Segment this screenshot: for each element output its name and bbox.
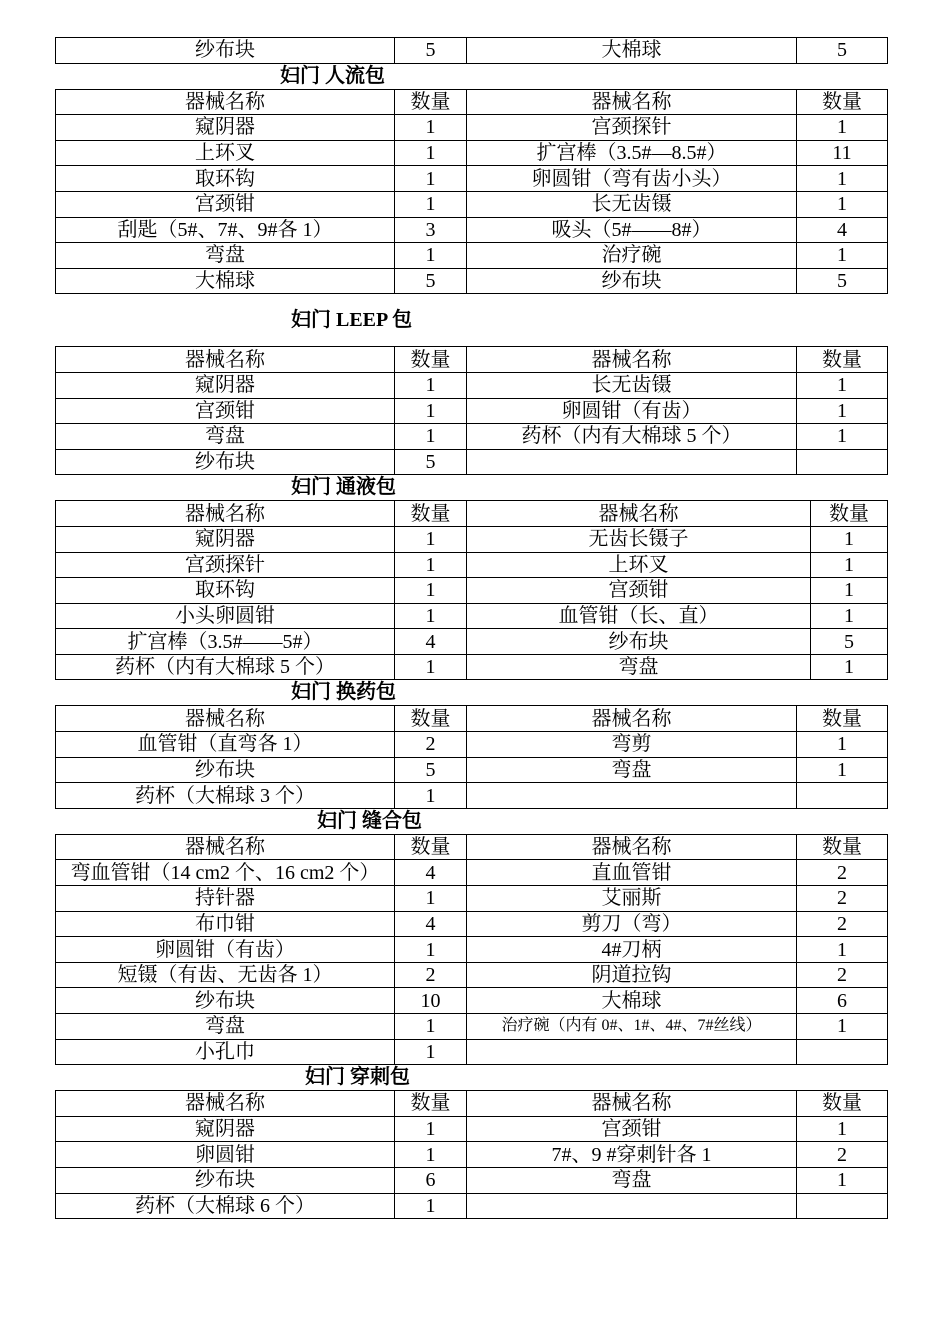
item-name: 持针器: [56, 886, 395, 912]
table-row: [56, 268, 888, 294]
instrument-list-document: [55, 37, 887, 1219]
item-name: 宫颈钳: [56, 191, 395, 217]
item-name: 阴道拉钩: [467, 962, 797, 988]
table-header-row: [56, 1091, 888, 1117]
table-row: [56, 1116, 888, 1142]
item-qty: 5: [797, 38, 888, 64]
item-name: 卵圆钳（弯有齿小头）: [467, 166, 797, 192]
item-qty: 1: [797, 115, 888, 141]
table-row: [56, 1014, 888, 1040]
table-header-row: [56, 706, 888, 732]
item-name: 大棉球: [467, 988, 797, 1014]
item-qty: 1: [797, 757, 888, 783]
item-qty: 11: [797, 140, 888, 166]
item-qty: 4: [797, 217, 888, 243]
item-qty: 1: [797, 1116, 888, 1142]
table-row: [56, 911, 888, 937]
col-header-name: 器械名称: [56, 347, 395, 373]
item-name: 弯盘: [56, 243, 395, 269]
item-name: 药杯（内有大棉球 5 个）: [467, 424, 797, 450]
item-name: 弯盘: [467, 654, 811, 680]
item-name: 直血管钳: [467, 860, 797, 886]
col-header-name: 器械名称: [467, 1091, 797, 1117]
table-row: [56, 243, 888, 269]
item-name: 纱布块: [467, 629, 811, 655]
item-name: 取环钩: [56, 578, 395, 604]
col-header-qty: 数量: [797, 1091, 888, 1117]
item-qty: 4: [395, 860, 467, 886]
item-name: 吸头（5#——8#）: [467, 217, 797, 243]
table-row: [56, 578, 888, 604]
table-row: [56, 757, 888, 783]
item-name: 窥阴器: [56, 1116, 395, 1142]
item-qty: 1: [797, 243, 888, 269]
col-header-name: 器械名称: [467, 834, 797, 860]
col-header-name: 器械名称: [56, 501, 395, 527]
item-name: [467, 449, 797, 475]
item-qty: 1: [395, 1116, 467, 1142]
table-row: [56, 886, 888, 912]
item-qty: 2: [797, 962, 888, 988]
item-qty: 2: [797, 1142, 888, 1168]
col-header-name: 器械名称: [56, 834, 395, 860]
item-qty: 1: [395, 552, 467, 578]
item-qty: 1: [395, 783, 467, 809]
item-name: [467, 1039, 797, 1065]
table-row: [56, 552, 888, 578]
col-header-qty: 数量: [395, 501, 467, 527]
item-name: 布巾钳: [56, 911, 395, 937]
item-qty: 2: [797, 911, 888, 937]
table-row: [56, 732, 888, 758]
table-row: [56, 424, 888, 450]
item-qty: 1: [797, 398, 888, 424]
item-qty: 4: [395, 629, 467, 655]
item-qty: 1: [811, 603, 888, 629]
table-row: [56, 115, 888, 141]
item-qty: 1: [797, 424, 888, 450]
item-qty: 1: [395, 578, 467, 604]
item-name: 血管钳（直弯各 1）: [56, 732, 395, 758]
item-qty: 1: [395, 1142, 467, 1168]
item-name: 宫颈钳: [467, 578, 811, 604]
item-name: 7#、9 #穿刺针各 1: [467, 1142, 797, 1168]
col-header-qty: 数量: [797, 834, 888, 860]
item-qty: [797, 783, 888, 809]
item-name: 4#刀柄: [467, 937, 797, 963]
table-row: [56, 166, 888, 192]
item-qty: 1: [395, 372, 467, 398]
item-name: 剪刀（弯）: [467, 911, 797, 937]
item-qty: 1: [395, 140, 467, 166]
item-qty: [797, 449, 888, 475]
item-qty: [797, 1193, 888, 1219]
table-header-row: [56, 89, 888, 115]
item-name: 血管钳（长、直）: [467, 603, 811, 629]
item-name: 宫颈探针: [56, 552, 395, 578]
item-qty: 1: [811, 526, 888, 552]
table-row: [56, 937, 888, 963]
section-title-suture-kit: 妇门 缝合包: [317, 809, 422, 832]
table-header-row: [56, 834, 888, 860]
item-name: 窥阴器: [56, 115, 395, 141]
item-qty: 1: [797, 191, 888, 217]
col-header-qty: 数量: [395, 1091, 467, 1117]
col-header-name: 器械名称: [56, 89, 395, 115]
item-name: 宫颈探针: [467, 115, 797, 141]
item-name: 小头卵圆钳: [56, 603, 395, 629]
table-puncture-kit: [55, 1090, 888, 1219]
item-name: 纱布块: [467, 268, 797, 294]
table-header-row: [56, 501, 888, 527]
item-name: 宫颈钳: [56, 398, 395, 424]
col-header-name: 器械名称: [467, 347, 797, 373]
item-qty: 1: [811, 552, 888, 578]
item-qty: 5: [395, 757, 467, 783]
table-row: [56, 372, 888, 398]
item-name: 长无齿镊: [467, 372, 797, 398]
item-name: 药杯（大棉球 3 个）: [56, 783, 395, 809]
item-qty: 2: [395, 962, 467, 988]
item-name: 弯血管钳（14 cm2 个、16 cm2 个）: [56, 860, 395, 886]
item-qty: 5: [395, 268, 467, 294]
item-qty: 1: [797, 372, 888, 398]
table-row: [56, 860, 888, 886]
item-qty: 1: [811, 654, 888, 680]
table-row: [56, 783, 888, 809]
table-continuation: [55, 37, 888, 64]
item-qty: 3: [395, 217, 467, 243]
item-name: 治疗碗（内有 0#、1#、4#、7#丝线）: [467, 1014, 797, 1040]
col-header-qty: 数量: [395, 89, 467, 115]
table-row: [56, 1167, 888, 1193]
item-name: 弯剪: [467, 732, 797, 758]
item-name: [467, 1193, 797, 1219]
item-name: 短镊（有齿、无齿各 1）: [56, 962, 395, 988]
item-qty: 1: [395, 603, 467, 629]
item-name: 大棉球: [56, 268, 395, 294]
item-qty: 1: [395, 654, 467, 680]
item-name: 药杯（内有大棉球 5 个）: [56, 654, 395, 680]
item-name: 弯盘: [467, 1167, 797, 1193]
item-qty: 1: [395, 1039, 467, 1065]
item-name: 窥阴器: [56, 526, 395, 552]
table-row: [56, 140, 888, 166]
table-row: [56, 38, 888, 64]
section-title-leep-kit: 妇门 LEEP 包: [291, 309, 413, 332]
item-qty: 6: [797, 988, 888, 1014]
item-name: 弯盘: [56, 424, 395, 450]
table-row: [56, 191, 888, 217]
col-header-qty: 数量: [395, 706, 467, 732]
item-qty: 1: [395, 166, 467, 192]
section-title-hydrotubation-kit: 妇门 通液包: [291, 476, 396, 499]
item-name: 治疗碗: [467, 243, 797, 269]
table-row: [56, 217, 888, 243]
table-suture-kit: [55, 834, 888, 1065]
col-header-qty: 数量: [797, 706, 888, 732]
item-qty: 6: [395, 1167, 467, 1193]
col-header-qty: 数量: [395, 834, 467, 860]
item-qty: 5: [395, 38, 467, 64]
item-name: 上环叉: [467, 552, 811, 578]
item-name: 无齿长镊子: [467, 526, 811, 552]
item-name: 卵圆钳（有齿）: [467, 398, 797, 424]
item-name: 纱布块: [56, 757, 395, 783]
table-row: [56, 962, 888, 988]
item-qty: 5: [797, 268, 888, 294]
item-name: 弯盘: [56, 1014, 395, 1040]
item-qty: 2: [797, 860, 888, 886]
table-row: [56, 603, 888, 629]
item-name: 长无齿镊: [467, 191, 797, 217]
item-name: 艾丽斯: [467, 886, 797, 912]
item-qty: 1: [395, 937, 467, 963]
item-name: 纱布块: [56, 1167, 395, 1193]
col-header-name: 器械名称: [56, 1091, 395, 1117]
table-row: [56, 629, 888, 655]
item-qty: 1: [395, 191, 467, 217]
item-name: 纱布块: [56, 449, 395, 475]
table-header-row: [56, 347, 888, 373]
table-row: [56, 449, 888, 475]
table-hydrotubation-kit: [55, 500, 888, 680]
item-name: 卵圆钳: [56, 1142, 395, 1168]
item-name: 大棉球: [467, 38, 797, 64]
item-qty: 1: [395, 526, 467, 552]
item-qty: 1: [797, 1167, 888, 1193]
item-qty: 1: [797, 937, 888, 963]
col-header-name: 器械名称: [56, 706, 395, 732]
item-qty: 1: [395, 398, 467, 424]
item-qty: 4: [395, 911, 467, 937]
item-qty: 5: [395, 449, 467, 475]
item-qty: 5: [811, 629, 888, 655]
item-qty: 2: [797, 886, 888, 912]
col-header-name: 器械名称: [467, 501, 811, 527]
col-header-qty: 数量: [395, 347, 467, 373]
item-qty: 1: [395, 1014, 467, 1040]
item-name: 卵圆钳（有齿）: [56, 937, 395, 963]
item-name: 窥阴器: [56, 372, 395, 398]
item-name: 药杯（大棉球 6 个）: [56, 1193, 395, 1219]
item-qty: 10: [395, 988, 467, 1014]
item-name: 扩宫棒（3.5#—8.5#）: [467, 140, 797, 166]
col-header-qty: 数量: [797, 89, 888, 115]
table-row: [56, 526, 888, 552]
item-qty: 1: [797, 1014, 888, 1040]
item-name: 取环钩: [56, 166, 395, 192]
item-qty: 1: [395, 1193, 467, 1219]
table-abortion-kit: [55, 89, 888, 295]
item-qty: 2: [395, 732, 467, 758]
item-name: [467, 783, 797, 809]
col-header-name: 器械名称: [467, 89, 797, 115]
item-name: 扩宫棒（3.5#——5#）: [56, 629, 395, 655]
item-qty: 1: [811, 578, 888, 604]
item-name: 上环叉: [56, 140, 395, 166]
col-header-name: 器械名称: [467, 706, 797, 732]
item-name: 宫颈钳: [467, 1116, 797, 1142]
table-leep-kit: [55, 346, 888, 475]
item-name: 小孔巾: [56, 1039, 395, 1065]
item-qty: 1: [395, 243, 467, 269]
item-name: 弯盘: [467, 757, 797, 783]
item-qty: 1: [797, 166, 888, 192]
item-name: 刮匙（5#、7#、9#各 1）: [56, 217, 395, 243]
item-qty: [797, 1039, 888, 1065]
item-qty: 1: [395, 115, 467, 141]
table-row: [56, 988, 888, 1014]
section-title-dressing-kit: 妇门 换药包: [291, 681, 396, 704]
item-name: 纱布块: [56, 988, 395, 1014]
section-title-puncture-kit: 妇门 穿刺包: [305, 1066, 410, 1089]
col-header-qty: 数量: [797, 347, 888, 373]
item-name: 纱布块: [56, 38, 395, 64]
col-header-qty: 数量: [811, 501, 888, 527]
table-row: [56, 654, 888, 680]
table-row: [56, 398, 888, 424]
table-row: [56, 1142, 888, 1168]
table-row: [56, 1193, 888, 1219]
section-title-abortion-kit: 妇门 人流包: [280, 64, 385, 87]
table-row: [56, 1039, 888, 1065]
table-dressing-kit: [55, 705, 888, 808]
item-qty: 1: [395, 886, 467, 912]
item-qty: 1: [797, 732, 888, 758]
item-qty: 1: [395, 424, 467, 450]
